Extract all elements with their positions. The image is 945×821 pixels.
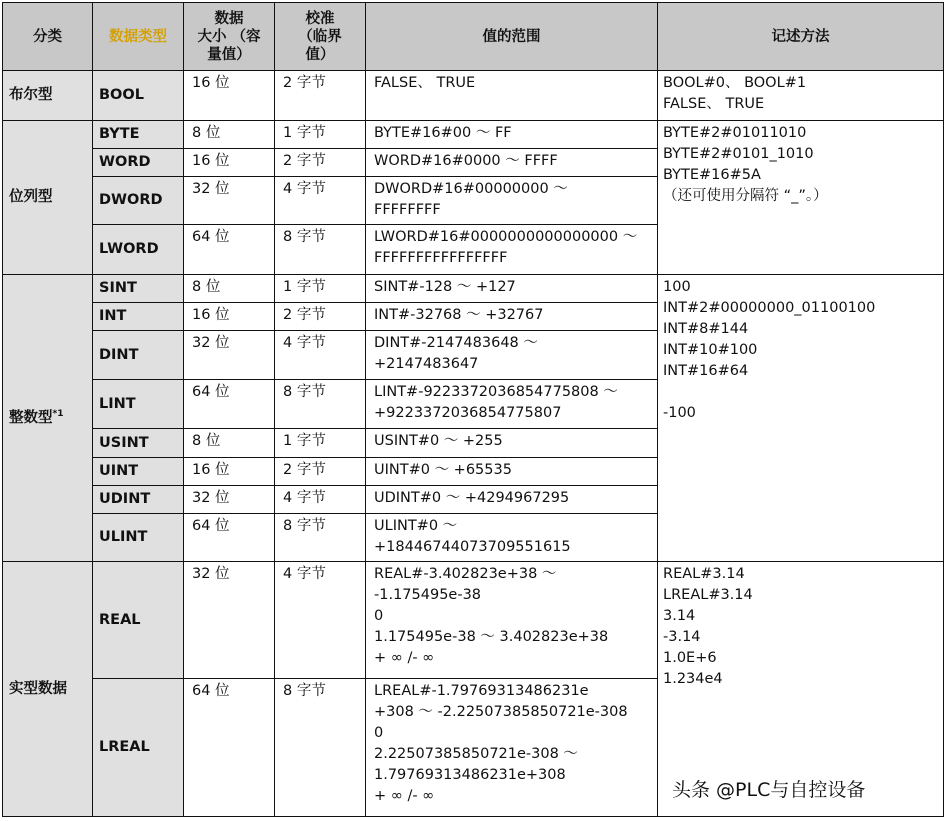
size-cell: 32 位 bbox=[184, 331, 275, 380]
type-cell: BOOL bbox=[93, 71, 184, 121]
category-real: 实型数据 bbox=[3, 562, 93, 817]
type-cell: BYTE bbox=[93, 121, 184, 149]
size-cell: 16 位 bbox=[184, 71, 275, 121]
range-cell: LWORD#16#0000000000000000 ～ FFFFFFFFFFFFFFFF bbox=[366, 225, 658, 275]
type-cell: REAL bbox=[93, 562, 184, 679]
notation-bitstring: BYTE#2#01011010 BYTE#2#0101_1010 BYTE#16#5A （还可使用分隔符 “_”。） bbox=[658, 121, 944, 275]
size-cell: 32 位 bbox=[184, 562, 275, 679]
align-cell: 8 字节 bbox=[275, 225, 366, 275]
align-cell: 4 字节 bbox=[275, 486, 366, 514]
size-cell: 8 位 bbox=[184, 121, 275, 149]
header-range: 值的范围 bbox=[366, 3, 658, 71]
notation-integer: 100 INT#2#00000000_01100100 INT#8#144 INT#10#100 INT#16#64 -100 bbox=[658, 275, 944, 562]
range-cell: REAL#-3.402823e+38 ～ -1.175495e-38 0 1.175495e-38 ～ 3.402823e+38 + ∞ /- ∞ bbox=[366, 562, 658, 679]
type-cell: UINT bbox=[93, 458, 184, 486]
align-cell: 4 字节 bbox=[275, 177, 366, 225]
type-cell: LINT bbox=[93, 380, 184, 429]
range-cell: INT#-32768 ～ +32767 bbox=[366, 303, 658, 331]
align-cell: 1 字节 bbox=[275, 121, 366, 149]
notation-real: REAL#3.14 LREAL#3.14 3.14 -3.14 1.0E+6 1.234e4 bbox=[658, 562, 944, 817]
align-cell: 2 字节 bbox=[275, 71, 366, 121]
align-cell: 4 字节 bbox=[275, 331, 366, 380]
category-integer: 整数型$^{*1}$ bbox=[3, 275, 93, 562]
align-cell: 1 字节 bbox=[275, 275, 366, 303]
type-cell: ULINT bbox=[93, 514, 184, 562]
range-cell: USINT#0 ～ +255 bbox=[366, 429, 658, 458]
type-cell: USINT bbox=[93, 429, 184, 458]
data-types-table bbox=[2, 2, 944, 817]
align-cell: 8 字节 bbox=[275, 679, 366, 817]
size-cell: 64 位 bbox=[184, 380, 275, 429]
size-cell: 64 位 bbox=[184, 679, 275, 817]
type-cell: DWORD bbox=[93, 177, 184, 225]
header-size: 数据 大小 （容 量值） bbox=[184, 3, 275, 71]
range-cell: BYTE#16#00 ～ FF bbox=[366, 121, 658, 149]
align-cell: 1 字节 bbox=[275, 429, 366, 458]
range-cell: WORD#16#0000 ～ FFFF bbox=[366, 149, 658, 177]
range-cell: UDINT#0 ～ +4294967295 bbox=[366, 486, 658, 514]
table-row bbox=[3, 71, 944, 121]
size-cell: 32 位 bbox=[184, 177, 275, 225]
category-bool: 布尔型 bbox=[3, 71, 93, 121]
align-cell: 8 字节 bbox=[275, 380, 366, 429]
size-cell: 16 位 bbox=[184, 458, 275, 486]
type-cell: DINT bbox=[93, 331, 184, 380]
range-cell: LREAL#-1.79769313486231e +308 ～ -2.22507385850721e-308 0 2.22507385850721e-308 ～ 1.79769313486231e+308 + ∞ /- ∞ bbox=[366, 679, 658, 817]
range-cell: ULINT#0 ～ +18446744073709551615 bbox=[366, 514, 658, 562]
size-cell: 32 位 bbox=[184, 486, 275, 514]
range-cell: SINT#-128 ～ +127 bbox=[366, 275, 658, 303]
align-cell: 4 字节 bbox=[275, 562, 366, 679]
size-cell: 16 位 bbox=[184, 303, 275, 331]
notation-bool: BOOL#0、 BOOL#1 FALSE、 TRUE bbox=[658, 71, 944, 121]
category-bitstring: 位列型 bbox=[3, 121, 93, 275]
range-cell: LINT#-9223372036854775808 ～ +9223372036854775807 bbox=[366, 380, 658, 429]
align-cell: 2 字节 bbox=[275, 149, 366, 177]
header-notation: 记述方法 bbox=[658, 3, 944, 71]
table-row bbox=[3, 562, 944, 679]
align-cell: 2 字节 bbox=[275, 458, 366, 486]
size-cell: 64 位 bbox=[184, 225, 275, 275]
type-cell: LREAL bbox=[93, 679, 184, 817]
size-cell: 8 位 bbox=[184, 275, 275, 303]
size-cell: 8 位 bbox=[184, 429, 275, 458]
type-cell: INT bbox=[93, 303, 184, 331]
type-cell: WORD bbox=[93, 149, 184, 177]
header-alignment: 校准 （临界 值） bbox=[275, 3, 366, 71]
table-row bbox=[3, 121, 944, 149]
header-data-type: 数据类型 bbox=[93, 3, 184, 71]
range-cell: UINT#0 ～ +65535 bbox=[366, 458, 658, 486]
size-cell: 16 位 bbox=[184, 149, 275, 177]
type-cell: UDINT bbox=[93, 486, 184, 514]
size-cell: 64 位 bbox=[184, 514, 275, 562]
table-row bbox=[3, 275, 944, 303]
watermark: 头条 @PLC与自控设备 bbox=[672, 779, 866, 801]
range-cell: FALSE、 TRUE bbox=[366, 71, 658, 121]
range-cell: DWORD#16#00000000 ～ FFFFFFFF bbox=[366, 177, 658, 225]
type-cell: LWORD bbox=[93, 225, 184, 275]
header-category: 分类 bbox=[3, 3, 93, 71]
align-cell: 8 字节 bbox=[275, 514, 366, 562]
align-cell: 2 字节 bbox=[275, 303, 366, 331]
range-cell: DINT#-2147483648 ～ +2147483647 bbox=[366, 331, 658, 380]
type-cell: SINT bbox=[93, 275, 184, 303]
